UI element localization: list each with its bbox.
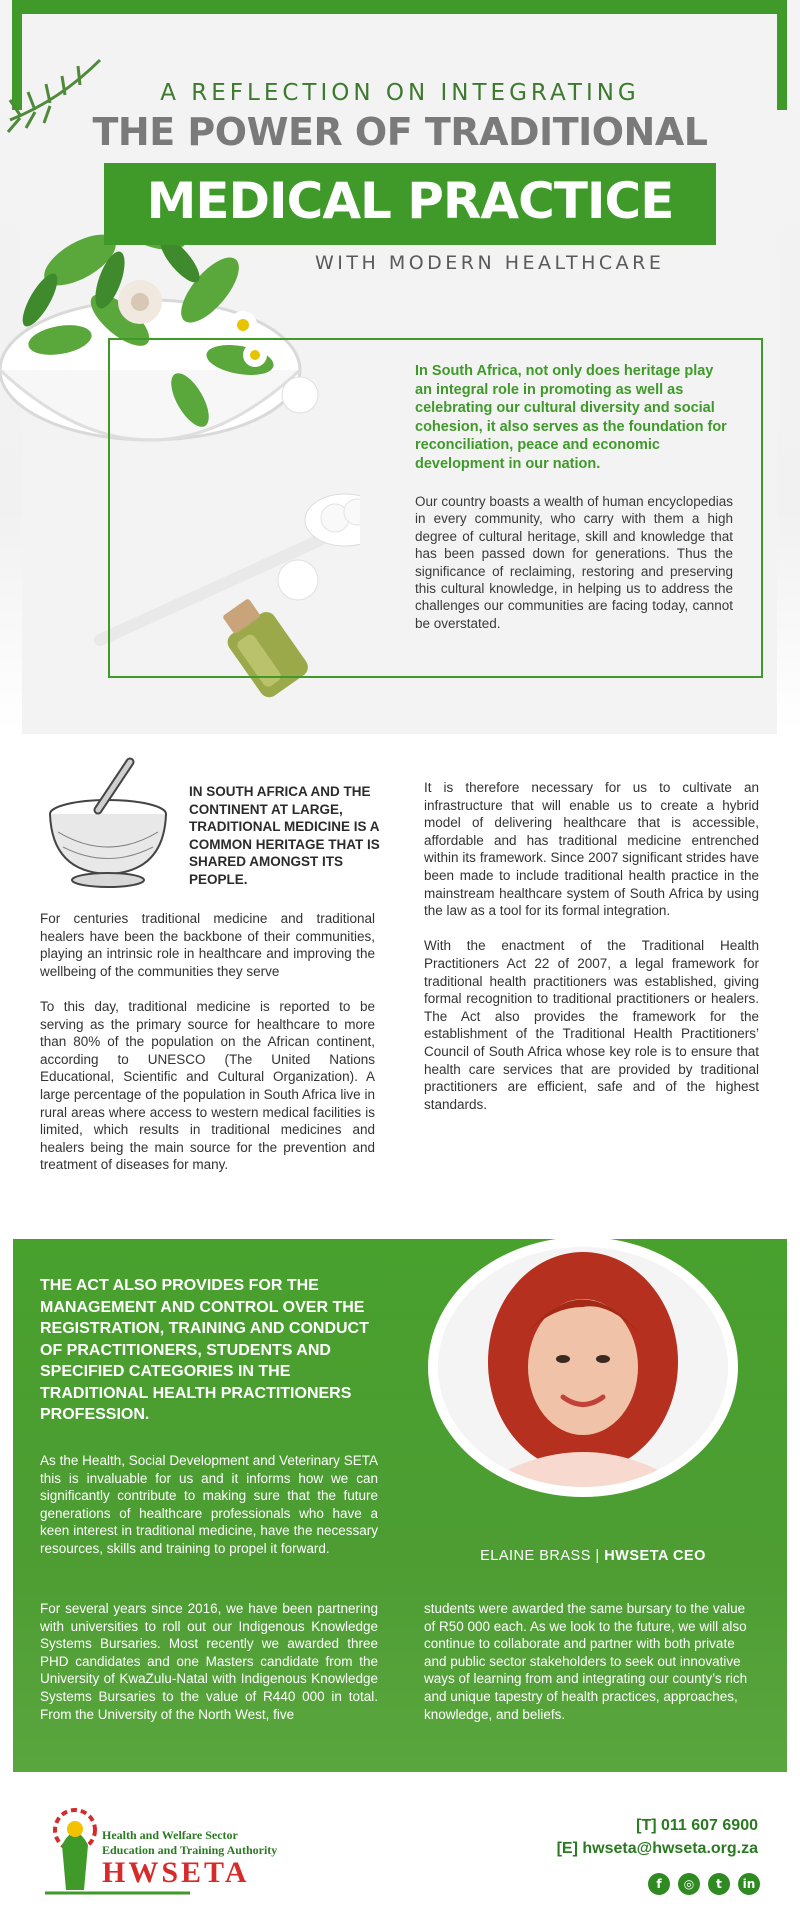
logo-line-2: Education and Training Authority <box>102 1843 278 1857</box>
logo-wordmark: HWSETA <box>102 1856 250 1889</box>
header-kicker: A REFLECTION ON INTEGRATING <box>160 80 640 106</box>
instagram-icon[interactable]: ◎ <box>678 1873 700 1895</box>
linkedin-icon[interactable]: in <box>738 1873 760 1895</box>
left-column <box>40 910 375 1192</box>
portrait-caption <box>428 1548 758 1564</box>
intro-body: Our country boasts a wealth of human encyclopedias in every community, who carry with them a high degree of cultural heritage, skill and knowledge that has been passed down for generations. Thus the significance of reclaiming, restoring and preserving this cultural knowledge, in helping us to address the challenges our communities are facing today, cannot be overstated. <box>415 494 733 631</box>
page-title-line1: THE POWER OF TRADITIONAL <box>92 110 708 154</box>
social-links <box>648 1873 760 1895</box>
panel-quote: THE ACT ALSO PROVIDES FOR THE MANAGEMENT AND CONTROL OVER THE REGISTRATION, TRAINING AND CONDUCT OF PRACTITIONERS, STUDENTS AND SPECIFIED CATEGORIES IN THE TRADITIONAL HEALTH PRACTITIONERS PROFESSION. <box>40 1277 369 1423</box>
contact-phone[interactable]: [T] 011 607 6900 <box>636 1817 758 1834</box>
right-paragraph-1: It is therefore necessary for us to cultivate an infrastructure that will enable us to create a hybrid model of delivering healthcare that is accessible, affordable and has traditional medicine entrenched within its framework. Since 2007 significant strides have been made to include traditional health practice in the mainstream healthcare system of South Africa by using the law as a tool for its formal integration. <box>424 780 759 919</box>
page-subtitle: WITH MODERN HEALTHCARE <box>315 252 665 274</box>
left-paragraph-2: To this day, traditional medicine is reported to be serving as the primary source for healthcare to more than 80% of the population on the African continent, according to UNESCO (The United Nations Educational, Scientific and Cultural Organization). A large percentage of the population in South Africa live in rural areas where access to western medical facilities is limited, which results in traditional medicines and healers being the main source for the prevention and treatment of diseases for many. <box>40 998 375 1173</box>
panel-paragraph-3: students were awarded the same bursary to the value of R50 000 each. As we look to the future, we will also continue to collaborate and partner with both private and public sector stakeholders to seek out innovative ways of learning from and integrating our county’s rich and unique tapestry of health practices, approaches, knowledge, and beliefs. <box>424 1601 748 1722</box>
caption-role: HWSETA CEO <box>604 1548 706 1564</box>
facebook-icon[interactable]: f <box>648 1873 670 1895</box>
ceo-portrait <box>438 1247 728 1487</box>
mortar-pestle-icon <box>38 752 178 892</box>
page-title-line2: MEDICAL PRACTICE <box>146 172 674 230</box>
right-column <box>424 779 759 1131</box>
portrait-illustration <box>438 1247 728 1487</box>
pull-quote: IN SOUTH AFRICA AND THE CONTINENT AT LARGE, TRADITIONAL MEDICINE IS A COMMON HERITAGE THAT IS SHARED AMONGST ITS PEOPLE. <box>189 784 380 887</box>
panel-paragraph-1: As the Health, Social Development and Veterinary SETA this is invaluable for us and it informs how we can significantly contribute to making sure that the future generations of healthcare professionals who have a keen interest in traditional medicine, have the necessary resources, skills and training to propel it forward. <box>40 1453 378 1556</box>
left-paragraph-1: For centuries traditional medicine and traditional healers have been the backbone of their communities, playing an intrinsic role in healthcare and improving the wellbeing of the communities they serve <box>40 911 375 979</box>
intro-lead: In South Africa, not only does heritage play an integral role in promoting as well as celebrating our cultural diversity and social cohesion, it also serves as the foundation for reconciliation, peace and economic development in our nation. <box>415 363 727 472</box>
frame-top <box>12 0 787 14</box>
logo-line-1: Health and Welfare Sector <box>102 1828 238 1842</box>
contact-email[interactable]: [E] hwseta@hwseta.org.za <box>556 1840 758 1857</box>
twitter-icon[interactable]: t <box>708 1873 730 1895</box>
right-paragraph-2: With the enactment of the Traditional Health Practitioners Act 22 of 2007, a legal framework for traditional health practitioners was established, giving formal recognition to traditional practitioners or healers. The Act also provides the framework for the establishment of the Traditional Health Practitioners’ Council of South Africa whose key role is to ensure that health care services that are provided by traditional practitioners are efficient, safe and of the highest standards. <box>424 938 759 1112</box>
panel-paragraph-2: For several years since 2016, we have been partnering with universities to roll out our Indigenous Knowledge Systems Bursaries. Most recently we awarded three PHD candidates and one Masters candidate from the University of KwaZulu-Natal with Indigenous Knowledge Systems Bursaries to the value of R440 000 in total. From the University of the North West, five <box>40 1601 378 1722</box>
caption-name: ELAINE BRASS | <box>480 1548 605 1564</box>
